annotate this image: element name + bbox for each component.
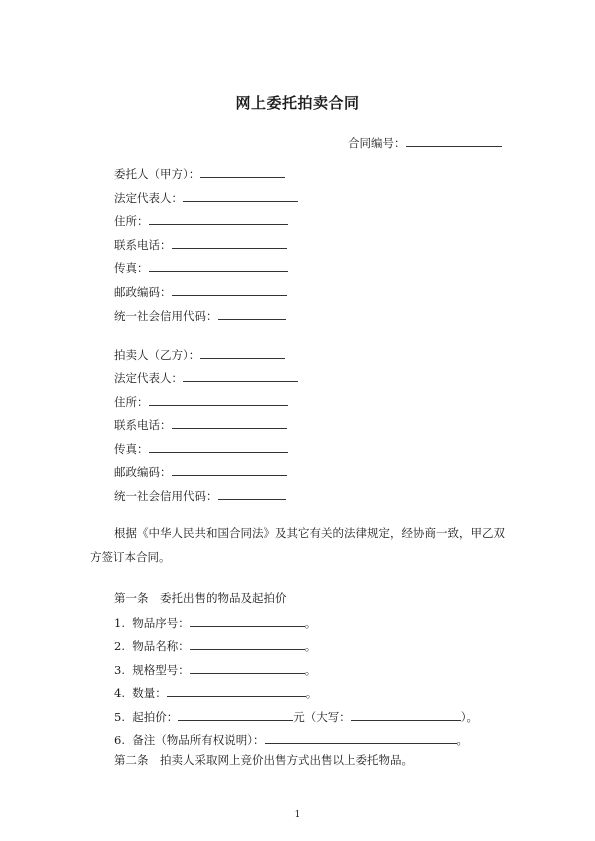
party-a-header-label: 委托人（甲方）： — [114, 167, 201, 181]
item-5-number: 5. — [114, 710, 125, 724]
item-1-label: 物品序号： — [132, 616, 190, 630]
party-a-phone-label: 联系电话： — [114, 238, 172, 252]
item-6-field[interactable] — [265, 731, 457, 744]
party-b-postcode-field[interactable] — [172, 463, 287, 476]
party-b-legal-rep-field[interactable] — [183, 369, 298, 382]
party-a-phone-row — [114, 236, 287, 253]
party-a-address-row — [114, 212, 288, 229]
item-2-label: 物品名称： — [132, 639, 190, 653]
item-3-end: 。 — [304, 663, 317, 677]
item-5-end: ）。 — [460, 710, 479, 724]
item-6-number: 6. — [114, 733, 125, 747]
item-5-price-field[interactable] — [178, 708, 293, 721]
party-a-address-field[interactable] — [149, 212, 288, 225]
party-a-credit-code-label: 统一社会信用代码： — [114, 309, 218, 323]
party-a-fax-field[interactable] — [149, 259, 288, 272]
item-1-end: 。 — [304, 616, 317, 630]
item-3-label: 规格型号： — [132, 663, 190, 677]
party-a-legal-rep-label: 法定代表人： — [114, 191, 183, 205]
item-2-field[interactable] — [190, 637, 305, 650]
item-2-number: 2. — [114, 639, 125, 653]
party-a-fax-label: 传真： — [114, 261, 149, 275]
party-b-address-field[interactable] — [149, 393, 288, 406]
party-b-fax-field[interactable] — [149, 440, 288, 453]
item-6-label: 备注（物品所有权说明）： — [132, 733, 265, 747]
party-b-phone-row — [114, 416, 287, 433]
party-b-header-label: 拍卖人（乙方）： — [114, 348, 201, 362]
party-a-postcode-row — [114, 283, 287, 300]
party-a-fax-row — [114, 259, 288, 276]
page-title: 网上委托拍卖合同 — [235, 94, 360, 112]
item-3-row — [114, 661, 316, 678]
item-4-row — [114, 684, 317, 701]
party-b-fax-row — [114, 440, 288, 457]
intro-paragraph: 根据《中华人民共和国合同法》及其它有关的法律规定，经协商一致，甲乙双方签订本合同。 — [90, 526, 505, 564]
item-5-unit: 元（大写： — [293, 710, 351, 724]
item-6-row — [114, 731, 468, 748]
party-a-address-label: 住所： — [114, 214, 149, 228]
item-5-label: 起拍价： — [132, 710, 179, 724]
party-b-credit-code-field[interactable] — [218, 487, 286, 500]
item-2-row — [114, 637, 316, 654]
party-b-fax-label: 传真： — [114, 442, 149, 456]
party-b-postcode-label: 邮政编码： — [114, 465, 172, 479]
party-b-address-row — [114, 393, 288, 410]
contract-number-field[interactable] — [406, 134, 502, 147]
item-6-end: 。 — [456, 733, 469, 747]
item-4-end: 。 — [305, 686, 318, 700]
item-1-number: 1. — [114, 616, 125, 630]
item-5-row — [114, 708, 478, 725]
item-4-number: 4. — [114, 686, 125, 700]
article-1-heading: 第一条 委托出售的物品及起拍价 — [114, 591, 287, 605]
party-b-legal-rep-row — [114, 369, 298, 386]
party-b-legal-rep-label: 法定代表人： — [114, 371, 183, 385]
item-3-field[interactable] — [190, 661, 305, 674]
contract-number-label: 合同编号： — [348, 136, 406, 150]
item-1-field[interactable] — [190, 614, 305, 627]
party-b-credit-code-row — [114, 487, 286, 504]
party-a-legal-rep-field[interactable] — [183, 189, 298, 202]
item-2-end: 。 — [304, 639, 317, 653]
party-b-header-row — [114, 346, 285, 363]
party-a-postcode-field[interactable] — [172, 283, 287, 296]
contract-number-row — [348, 134, 502, 151]
party-b-address-label: 住所： — [114, 395, 149, 409]
party-a-phone-field[interactable] — [172, 236, 287, 249]
item-1-row — [114, 614, 316, 631]
party-b-phone-label: 联系电话： — [114, 418, 172, 432]
item-3-number: 3. — [114, 663, 125, 677]
article-2-text: 第二条 拍卖人采取网上竞价出售方式出售以上委托物品。 — [114, 753, 413, 767]
party-b-name-field[interactable] — [200, 346, 285, 359]
party-a-name-field[interactable] — [200, 165, 285, 178]
party-a-credit-code-field[interactable] — [218, 307, 286, 320]
party-a-credit-code-row — [114, 307, 286, 324]
party-b-phone-field[interactable] — [172, 416, 287, 429]
party-b-postcode-row — [114, 463, 287, 480]
party-b-credit-code-label: 统一社会信用代码： — [114, 489, 218, 503]
party-a-legal-rep-row — [114, 189, 298, 206]
page-number: 1 — [294, 810, 301, 820]
item-4-field[interactable] — [167, 684, 306, 697]
item-4-label: 数量： — [132, 686, 167, 700]
party-a-header-row — [114, 165, 285, 182]
item-5-uppercase-field[interactable] — [351, 708, 461, 721]
party-a-postcode-label: 邮政编码： — [114, 285, 172, 299]
